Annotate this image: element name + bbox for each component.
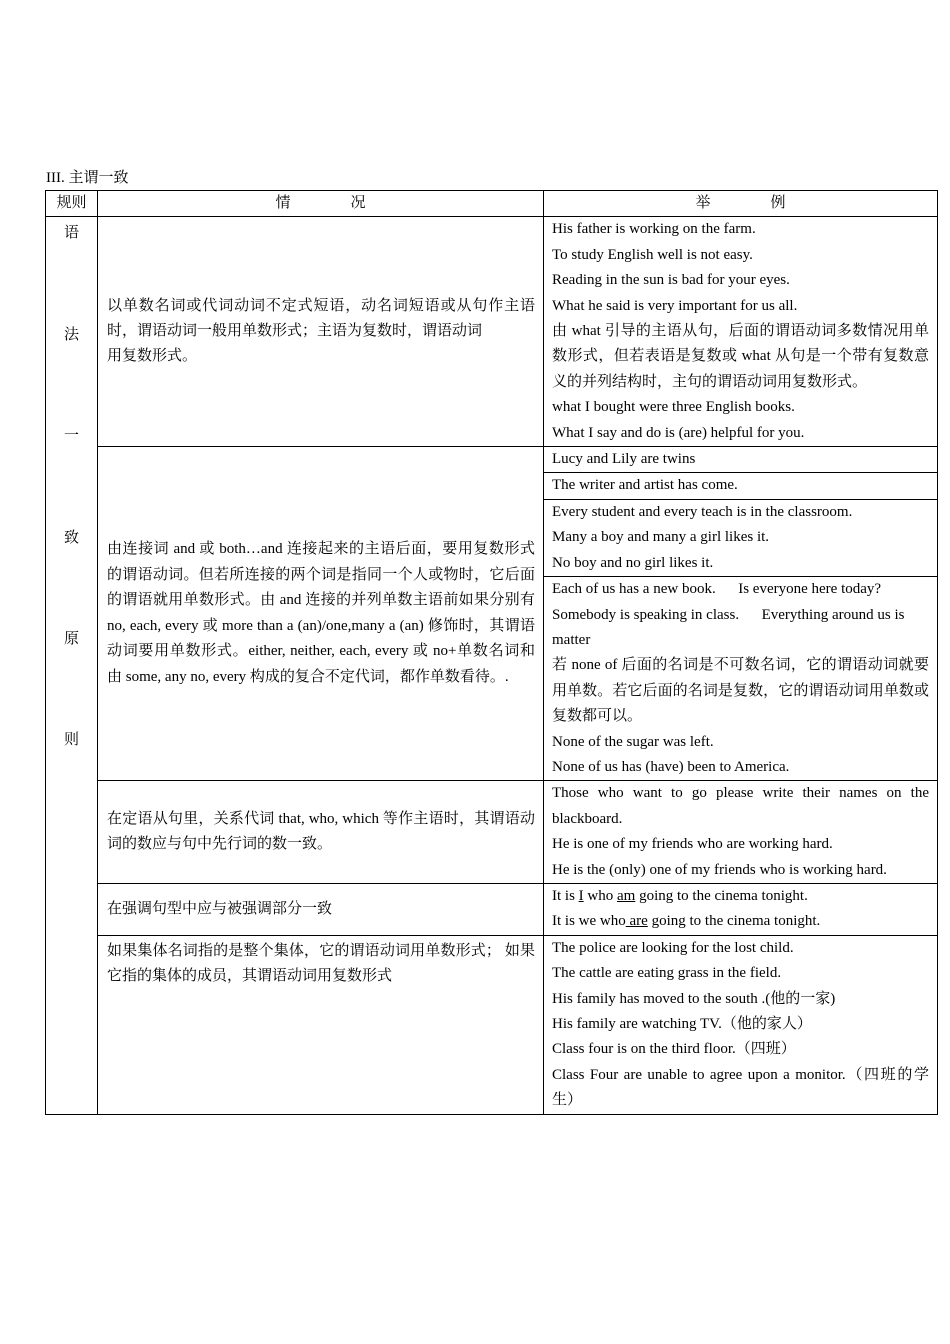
example-line: 由 what 引导的主语从句，后面的谓语动词多数情况用单数形式，但若表语是复数或 what 从句是一个带有复数意义的并列结构时，主句的谓语动词用复数形式。	[552, 323, 929, 390]
header-situation: 情 况	[98, 191, 544, 217]
example-line: His family has moved to the south .(他的一家)	[552, 990, 836, 1007]
example-cell	[544, 447, 938, 473]
example-cell	[544, 217, 938, 447]
condition-text: 以单数名词或代词动词不定式短语，动名词短语或从句作主语时，谓语动词一般用单数形式；主语为复数时，谓语动词	[107, 297, 535, 340]
condition-text: 由连接词 and 或 both…and 连接起来的主语后面，要用复数形式的谓语动词。但若所连接的两个词是指同一个人或物时，它后面的谓语就用单数形式。由 and 连接的并列单数主语前如果分别有 no, each, every 或 more than a (an)/one,many a (an) 修饰时，其谓语动词要用单数形式。either, neither, each, every 或 no+单数名词和由 some, any no, every 构成的复合不定代词，都作单数看待。.	[107, 541, 535, 685]
example-line: The police are looking for the lost child.	[552, 939, 794, 956]
rule-char: 一	[63, 428, 79, 445]
rule-char: 法	[63, 326, 79, 343]
header-rule: 规则	[46, 191, 98, 217]
example-line: No boy and no girl likes it.	[552, 554, 714, 571]
table-row	[46, 781, 938, 884]
table-row	[46, 935, 938, 1114]
example-line: It is we who are going to the cinema tonight.	[552, 913, 821, 930]
example-line: None of us has (have) been to America.	[552, 758, 790, 775]
header-example: 举 例	[544, 191, 938, 217]
condition-cell	[98, 447, 544, 781]
example-line: He is the (only) one of my friends who is working hard.	[552, 861, 887, 878]
condition-text: 用复数形式。	[107, 348, 198, 365]
condition-cell	[98, 935, 544, 1114]
example-line: His family are watching TV.（他的家人）	[552, 1016, 812, 1032]
rule-char: 则	[63, 732, 79, 749]
example-line: what I bought were three English books.	[552, 399, 795, 416]
example-cell	[544, 499, 938, 576]
example-line: What I say and do is (are) helpful for you.	[552, 424, 805, 441]
example-line: His father is working on the farm.	[552, 221, 756, 238]
rule-label-cell	[46, 217, 98, 1114]
example-cell	[544, 577, 938, 781]
example-line: Reading in the sun is bad for your eyes.	[552, 272, 790, 289]
table-row	[46, 447, 938, 473]
subject-verb-agreement-table	[45, 190, 938, 1115]
example-cell	[544, 935, 938, 1114]
example-cell	[544, 781, 938, 884]
example-line: Many a boy and many a girl likes it.	[552, 529, 770, 546]
example-line: 若 none of 后面的名词是不可数名词，它的谓语动词就要用单数。若它后面的名词是复数，它的谓语动词用单数或复数都可以。	[552, 657, 929, 725]
condition-cell	[98, 217, 544, 447]
example-line: He is one of my friends who are working hard.	[552, 836, 833, 853]
example-line: Lucy and Lily are twins	[552, 451, 696, 468]
example-line: To study English well is not easy.	[552, 246, 753, 263]
rule-char: 语	[63, 225, 79, 242]
rule-char: 原	[63, 631, 79, 648]
example-line: Every student and every teach is in the classroom.	[552, 503, 853, 520]
condition-text: 在定语从句里，关系代词 that, who, which 等作主语时，其谓语动词的数应与句中先行词的数一致。	[107, 810, 535, 853]
example-line: What he said is very important for us all.	[552, 297, 798, 314]
example-line: Somebody is speaking in class. Everything around us is matter	[552, 606, 909, 648]
table-row	[46, 883, 938, 935]
example-line: It is I who am going to the cinema tonight.	[552, 887, 808, 904]
example-cell	[544, 473, 938, 499]
example-line: Class four is on the third floor.（四班）	[552, 1041, 796, 1058]
example-line: The cattle are eating grass in the field.	[552, 965, 782, 982]
table-row	[46, 217, 938, 447]
example-line: Each of us has a new book. Is everyone here today?	[552, 581, 882, 598]
example-line: The writer and artist has come.	[552, 477, 738, 494]
example-line: None of the sugar was left.	[552, 733, 714, 750]
condition-cell	[98, 883, 544, 935]
condition-text: 在强调句型中应与被强调部分一致	[107, 900, 333, 917]
section-title: III. 主谓一致	[46, 170, 129, 186]
example-line: Those who want to go please write their names on the blackboard.	[552, 785, 929, 827]
condition-cell	[98, 781, 544, 884]
example-line: Class Four are unable to agree upon a monitor.（四班的学生）	[552, 1066, 929, 1109]
table-header-row	[46, 191, 938, 217]
example-cell	[544, 883, 938, 935]
condition-text: 如果集体名词指的是整个集体，它的谓语动词用单数形式； 如果它指的集体的成员，其谓语动词用复数形式	[107, 942, 535, 985]
rule-char: 致	[63, 529, 79, 546]
